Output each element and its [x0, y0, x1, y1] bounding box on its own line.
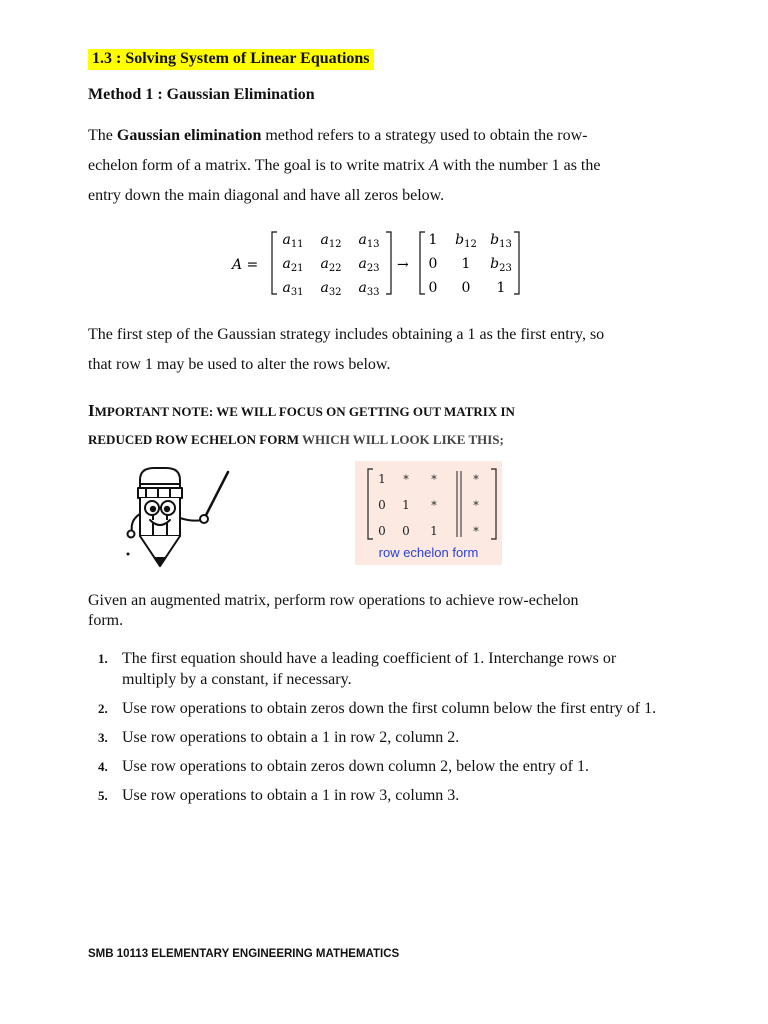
- step-number: 3.: [98, 730, 108, 745]
- left-matrix-entry: $a_{31}$: [282, 280, 304, 298]
- step-text: The first equation should have a leading coefficient of 1. Interchange rows or multiply by a constant, if necessary.: [122, 650, 617, 688]
- note-line2-gray: WHICH WILL LOOK LIKE THIS;: [302, 432, 504, 447]
- steps-list: [88, 648, 668, 814]
- page-footer: SMB 10113 ELEMENTARY ENGINEERING MATHEMATICS: [88, 948, 400, 960]
- left-matrix-entry: $a_{21}$: [282, 256, 304, 274]
- intro-line2-pre: echelon form of a matrix. The goal is to write matrix: [88, 157, 429, 174]
- rref-matrix: [355, 461, 502, 545]
- rref-entry: 0: [378, 524, 386, 538]
- rref-entry: 1: [430, 524, 438, 538]
- matrix-arrow: →: [397, 257, 409, 273]
- rref-caption: row echelon form: [378, 545, 479, 560]
- step-number: 5.: [98, 788, 108, 803]
- right-matrix-entry: $b_{13}$: [490, 232, 512, 250]
- right-matrix-entry: 1: [428, 232, 438, 248]
- left-matrix-entry: $a_{12}$: [320, 232, 342, 250]
- left-matrix-open-bracket: [272, 232, 277, 294]
- left-matrix-entry: $a_{23}$: [358, 256, 380, 274]
- right-matrix-entry: 1: [496, 280, 506, 296]
- left-matrix-entry: $a_{32}$: [320, 280, 342, 298]
- list-item: [88, 727, 668, 748]
- rref-entry: 0: [378, 498, 386, 512]
- rref-entry: *: [431, 499, 437, 512]
- right-matrix-entry: 0: [428, 280, 438, 296]
- intro-paragraph: [88, 121, 678, 211]
- first-step-paragraph: [88, 320, 678, 380]
- right-matrix-open-bracket: [420, 232, 425, 294]
- rref-entry: *: [473, 525, 479, 538]
- list-item: [88, 648, 668, 690]
- left-matrix-entry: $a_{13}$: [358, 232, 380, 250]
- step-text: Use row operations to obtain zeros down column 2, below the entry of 1.: [122, 758, 590, 775]
- right-matrix-entry: $b_{12}$: [455, 232, 477, 250]
- left-matrix: [282, 232, 379, 298]
- rref-open-bracket: [368, 469, 373, 539]
- list-item: [88, 785, 668, 806]
- intro-line1-rest: method refers to a strategy used to obtain the row-: [261, 127, 588, 144]
- left-matrix-entry: $a_{22}$: [320, 256, 342, 274]
- matrix-equation: [230, 228, 530, 298]
- important-note: [88, 397, 728, 454]
- method-title: Method 1 : Gaussian Elimination: [88, 86, 315, 103]
- left-matrix-close-bracket: [386, 232, 391, 294]
- list-item: [88, 756, 668, 777]
- step-number: 4.: [98, 759, 108, 774]
- rref-cells: [378, 472, 479, 538]
- right-matrix: [429, 232, 512, 296]
- step-text: Use row operations to obtain zeros down the first column below the first entry of 1.: [122, 700, 657, 717]
- right-matrix-entry: 0: [461, 280, 471, 296]
- intro-prefix: The: [88, 127, 117, 144]
- right-matrix-entry: $b_{23}$: [490, 256, 512, 274]
- intro-line3: entry down the main diagonal and have all zeros below.: [88, 187, 445, 204]
- rref-entry: 1: [402, 498, 410, 512]
- right-matrix-entry: 1: [461, 256, 471, 272]
- left-matrix-entry: $a_{33}$: [358, 280, 380, 298]
- note-line2-bold: REDUCED ROW ECHELON FORM: [88, 432, 303, 447]
- rref-close-bracket: [491, 469, 496, 539]
- rref-entry: 1: [378, 472, 386, 486]
- intro-line2-post: with the number 1 as the: [438, 157, 601, 174]
- step-text: Use row operations to obtain a 1 in row 3, column 3.: [122, 787, 460, 804]
- first-step-line1: The first step of the Gaussian strategy includes obtaining a 1 as the first entry, so: [88, 326, 605, 343]
- note-line1: MPORTANT NOTE: WE WILL FOCUS ON GETTING OUT MATRIX IN: [94, 404, 515, 419]
- row-echelon-form-image: [355, 461, 502, 565]
- right-matrix-entry: 0: [428, 256, 438, 272]
- list-item: [88, 698, 668, 719]
- step-number: 2.: [98, 701, 108, 716]
- intro-matrix-variable: A: [428, 157, 439, 174]
- given-paragraph: [88, 591, 678, 631]
- given-line1: Given an augmented matrix, perform row operations to achieve row-echelon: [88, 592, 579, 609]
- left-matrix-entry: $a_{11}$: [282, 232, 304, 250]
- rref-entry: *: [431, 473, 437, 486]
- matrix-lhs: A =: [232, 257, 259, 273]
- rref-entry: *: [473, 499, 479, 512]
- note-first-letter: I: [88, 401, 95, 420]
- given-line2: form.: [88, 612, 124, 629]
- step-text: Use row operations to obtain a 1 in row 2, column 2.: [122, 729, 460, 746]
- first-step-line2: that row 1 may be used to alter the rows below.: [88, 356, 391, 373]
- step-number: 1.: [98, 651, 108, 666]
- rref-entry: 0: [402, 524, 410, 538]
- section-title: 1.3 : Solving System of Linear Equations: [88, 49, 374, 70]
- rref-entry: *: [403, 473, 409, 486]
- intro-bold-term: Gaussian elimination: [116, 127, 262, 144]
- rref-entry: *: [473, 473, 479, 486]
- right-matrix-close-bracket: [514, 232, 519, 294]
- pencil-mascot-illustration: [122, 462, 232, 572]
